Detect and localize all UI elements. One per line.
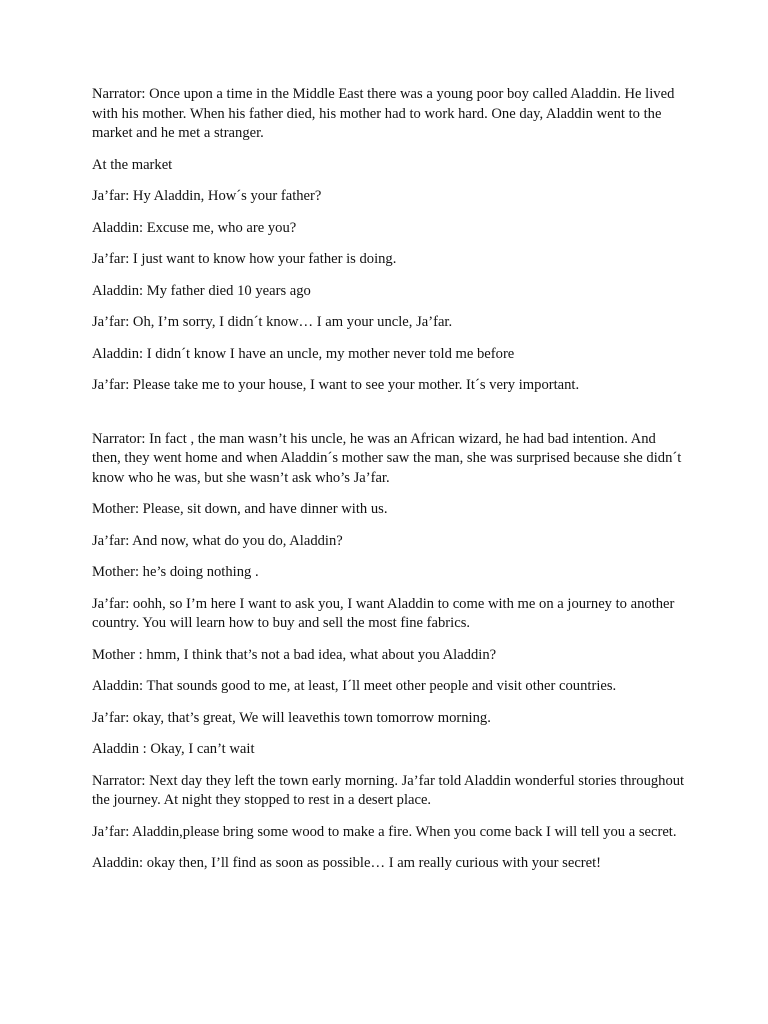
paragraph-dialogue: Aladdin: That sounds good to me, at least, I´ll meet other people and visit other countries. — [92, 678, 617, 694]
paragraph-scene-heading: At the market — [92, 156, 173, 173]
paragraph-dialogue: Mother: Please, sit down, and have dinner with us. — [92, 501, 388, 517]
paragraph-dialogue: Ja’far: I just want to know how your father is doing. — [92, 251, 397, 267]
paragraph-dialogue: Ja’far: okay, that’s great, We will leavethis town tomorrow morning. — [92, 709, 491, 726]
paragraph-dialogue: Ja’far: oohh, so I’m here I want to ask you, I want Aladdin to come with me on a journey to another country. You will learn how to buy and sell the most fine fabrics. — [92, 595, 675, 631]
paragraph-dialogue: Aladdin: Excuse me, who are you? — [92, 219, 297, 236]
paragraph-dialogue: Mother: he’s doing nothing . — [92, 564, 259, 580]
paragraph-dialogue: Mother : hmm, I think that’s not a bad idea, what about you Aladdin? — [92, 646, 497, 663]
paragraph-dialogue: Aladdin: okay then, I’ll find as soon as possible… I am really curious with your secret! — [92, 855, 602, 871]
paragraph-narrator-intro: Narrator: Once upon a time in the Middle East there was a young poor boy called Aladdin. He lived with his mother. When his father died, his mother had to work hard. One day, Aladdin went to the market and he met a stranger. — [92, 86, 675, 141]
paragraph-dialogue: Ja’far: And now, what do you do, Aladdin? — [92, 532, 343, 549]
paragraph-dialogue: Aladdin : Okay, I can’t wait — [92, 741, 255, 757]
paragraph-dialogue: Aladdin: I didn´t know I have an uncle, my mother never told me before — [92, 345, 515, 362]
paragraph-dialogue: Ja’far: Please take me to your house, I want to see your mother. It´s very important. — [92, 377, 580, 393]
paragraph-narrator: Narrator: Next day they left the town early morning. Ja’far told Aladdin wonderful stories throughout the journey. At night they stopped to rest in a desert place. — [92, 772, 685, 808]
document-body — [92, 85, 688, 886]
paragraph-spacer — [92, 408, 688, 430]
paragraph-narrator: Narrator: In fact , the man wasn’t his uncle, he was an African wizard, he had bad intention. And then, they went home and when Aladdin´s mother saw the man, she was surprised because she didn´t know who he was, but she wasn’t ask who’s Ja’far. — [92, 430, 682, 486]
paragraph-dialogue: Ja’far: Hy Aladdin, How´s your father? — [92, 188, 322, 204]
paragraph-dialogue: Ja’far: Aladdin,please bring some wood to make a fire. When you come back I will tell you a secret. — [92, 823, 677, 840]
paragraph-dialogue: Ja’far: Oh, I’m sorry, I didn´t know… I am your uncle, Ja’far. — [92, 314, 453, 330]
paragraph-dialogue: Aladdin: My father died 10 years ago — [92, 282, 311, 299]
